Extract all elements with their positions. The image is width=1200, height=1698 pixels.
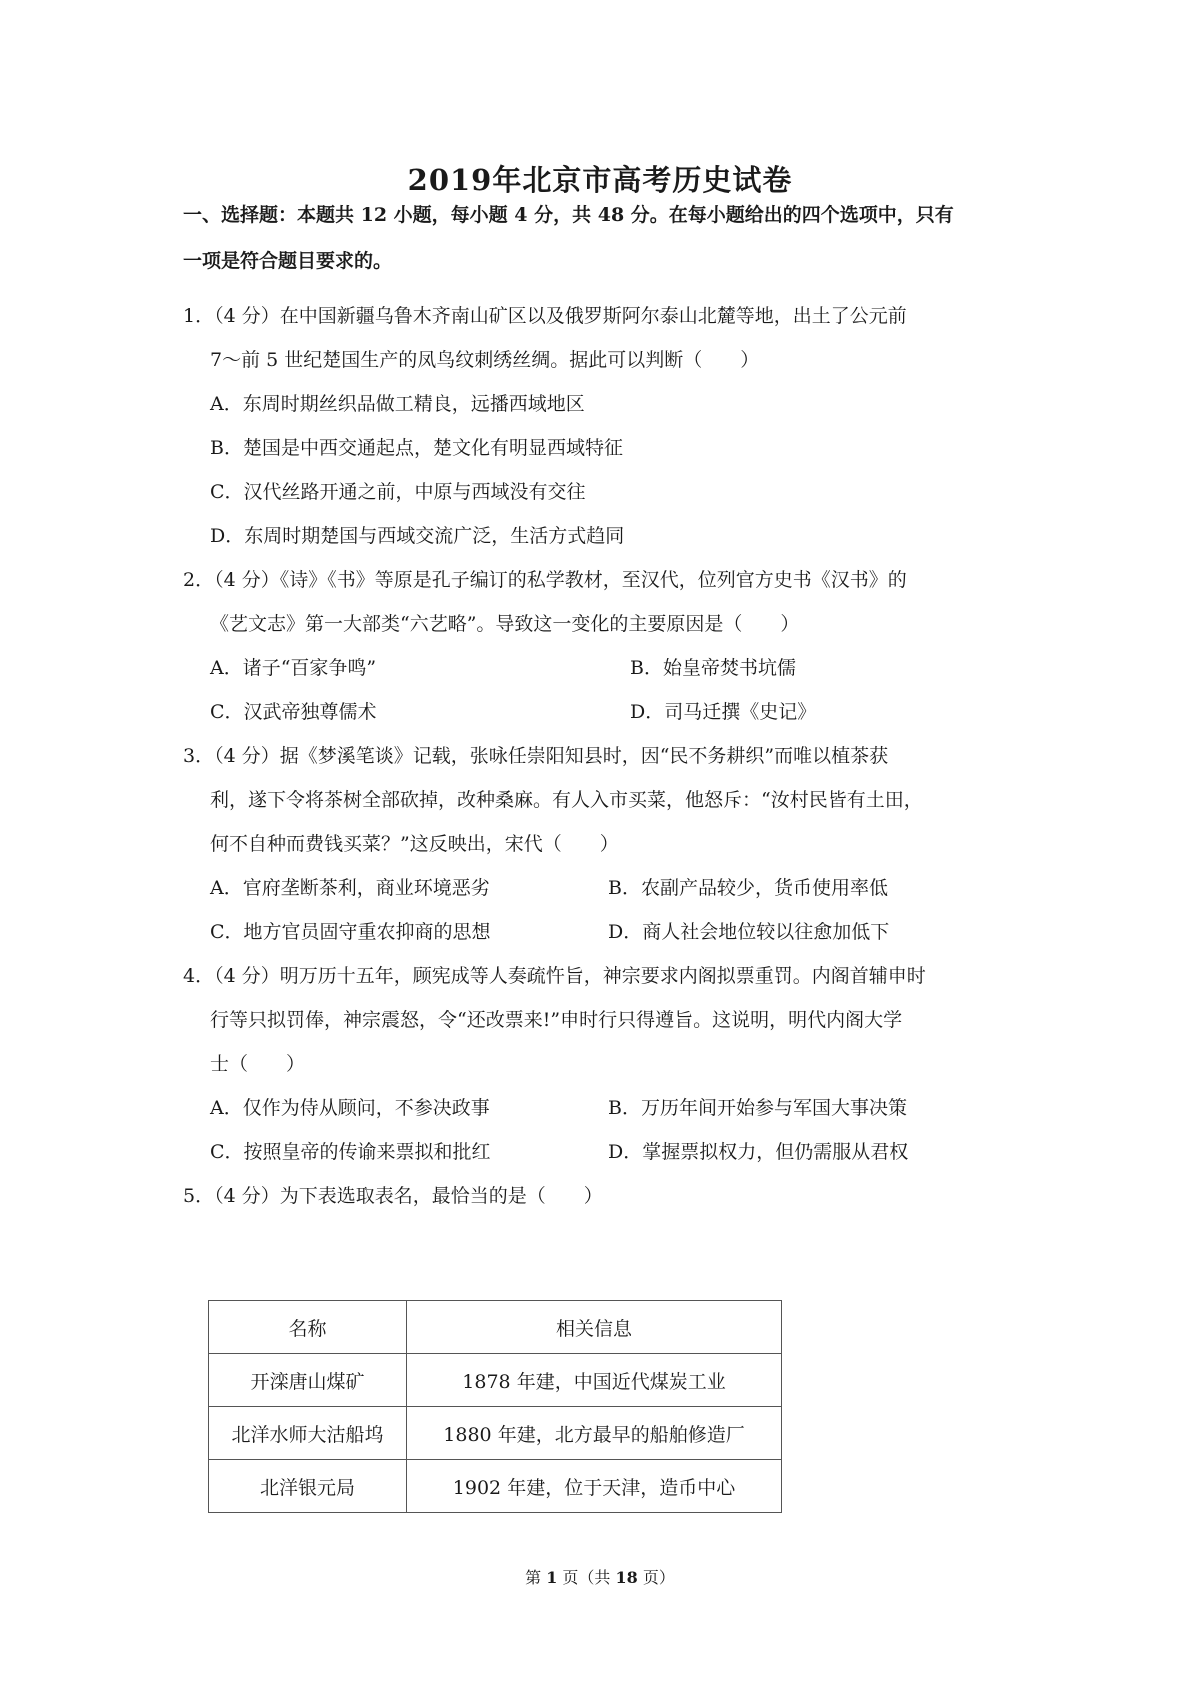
page-title: 2019年北京市高考历史试卷 xyxy=(407,163,793,197)
table-row xyxy=(209,1354,782,1407)
table-header-name: 名称 xyxy=(209,1301,407,1354)
q1-option-d: D．东周时期楚国与西域交流广泛，生活方式趋同 xyxy=(210,525,625,547)
q3-stem-line-1: 3．（4 分）据《梦溪笔谈》记载，张咏任崇阳知县时，因“民不务耕织”而唯以植茶获 xyxy=(183,745,889,767)
q3-option-c: C．地方官员固守重农抑商的思想 xyxy=(210,921,491,943)
page-footer xyxy=(0,1565,1200,1588)
table-cell-name: 北洋银元局 xyxy=(209,1460,407,1513)
q2-option-c: C．汉武帝独尊儒术 xyxy=(210,701,377,723)
q5-table xyxy=(208,1300,782,1513)
table-cell-info: 1878 年建，中国近代煤炭工业 xyxy=(407,1354,782,1407)
q2-stem-line-1: 2．（4 分）《诗》《书》等原是孔子编订的私学教材，至汉代，位列官方史书《汉书》的 xyxy=(183,569,907,591)
table-cell-info: 1880 年建，北方最早的船舶修造厂 xyxy=(407,1407,782,1460)
q4-option-d: D．掌握票拟权力，但仍需服从君权 xyxy=(608,1141,909,1163)
footer-suffix: 页） xyxy=(637,1568,675,1587)
footer-prefix: 第 xyxy=(525,1568,547,1587)
q4-stem-line-1: 4．（4 分）明万历十五年，顾宪成等人奏疏忤旨，神宗要求内阁拟票重罚。内阁首辅申时 xyxy=(183,965,926,987)
section-heading-line-1: 一、选择题：本题共 12 小题，每小题 4 分，共 48 分。在每小题给出的四个选项中，只有 xyxy=(183,204,954,226)
q1-option-a: A．东周时期丝织品做工精良，远播西域地区 xyxy=(210,393,585,415)
q4-stem-line-2: 行等只拟罚俸，神宗震怒，令“还改票来!”申时行只得遵旨。这说明，明代内阁大学 xyxy=(210,1009,903,1031)
q5-stem-line-1: 5．（4 分）为下表选取表名，最恰当的是（ ） xyxy=(183,1185,603,1207)
table-row xyxy=(209,1407,782,1460)
q4-option-a: A．仅作为侍从顾问，不参决政事 xyxy=(210,1097,490,1119)
q2-option-a: A．诸子“百家争鸣” xyxy=(210,657,377,679)
q1-stem-line-1: 1．（4 分）在中国新疆乌鲁木齐南山矿区以及俄罗斯阿尔泰山北麓等地，出土了公元前 xyxy=(183,305,907,327)
table-row xyxy=(209,1460,782,1513)
table-cell-info: 1902 年建，位于天津，造币中心 xyxy=(407,1460,782,1513)
q4-stem-line-3: 士（ ） xyxy=(210,1053,306,1075)
q3-stem-line-3: 何不自种而费钱买菜？”这反映出，宋代（ ） xyxy=(210,833,619,855)
q3-stem-line-2: 利，遂下令将茶树全部砍掉，改种桑麻。有人入市买菜，他怒斥：“汝村民皆有土田， xyxy=(210,789,923,811)
q1-option-c: C．汉代丝路开通之前，中原与西域没有交往 xyxy=(210,481,586,503)
table-cell-name: 北洋水师大沽船坞 xyxy=(209,1407,407,1460)
footer-page-number: 1 xyxy=(546,1568,558,1587)
q3-option-d: D．商人社会地位较以往愈加低下 xyxy=(608,921,890,943)
q1-option-b: B．楚国是中西交通起点，楚文化有明显西域特征 xyxy=(210,437,623,459)
table-header-info: 相关信息 xyxy=(407,1301,782,1354)
section-heading xyxy=(183,192,1043,284)
q3-option-a: A．官府垄断茶利，商业环境恶劣 xyxy=(210,877,490,899)
q2-stem-line-2: 《艺文志》第一大部类“六艺略”。导致这一变化的主要原因是（ ） xyxy=(210,613,800,635)
footer-middle: 页（共 xyxy=(557,1568,616,1587)
q1-stem-line-2: 7～前 5 世纪楚国生产的凤鸟纹刺绣丝绸。据此可以判断（ ） xyxy=(210,349,760,371)
q4-option-b: B．万历年间开始参与军国大事决策 xyxy=(608,1097,907,1119)
q2-option-d: D．司马迁撰《史记》 xyxy=(630,701,817,723)
q4-option-c: C．按照皇帝的传谕来票拟和批红 xyxy=(210,1141,491,1163)
table-cell-name: 开滦唐山煤矿 xyxy=(209,1354,407,1407)
footer-total-pages: 18 xyxy=(615,1568,638,1587)
section-heading-line-2: 一项是符合题目要求的。 xyxy=(183,250,393,272)
q2-option-b: B．始皇帝焚书坑儒 xyxy=(630,657,796,679)
table-header-row xyxy=(209,1301,782,1354)
q3-option-b: B．农副产品较少，货币使用率低 xyxy=(608,877,888,899)
